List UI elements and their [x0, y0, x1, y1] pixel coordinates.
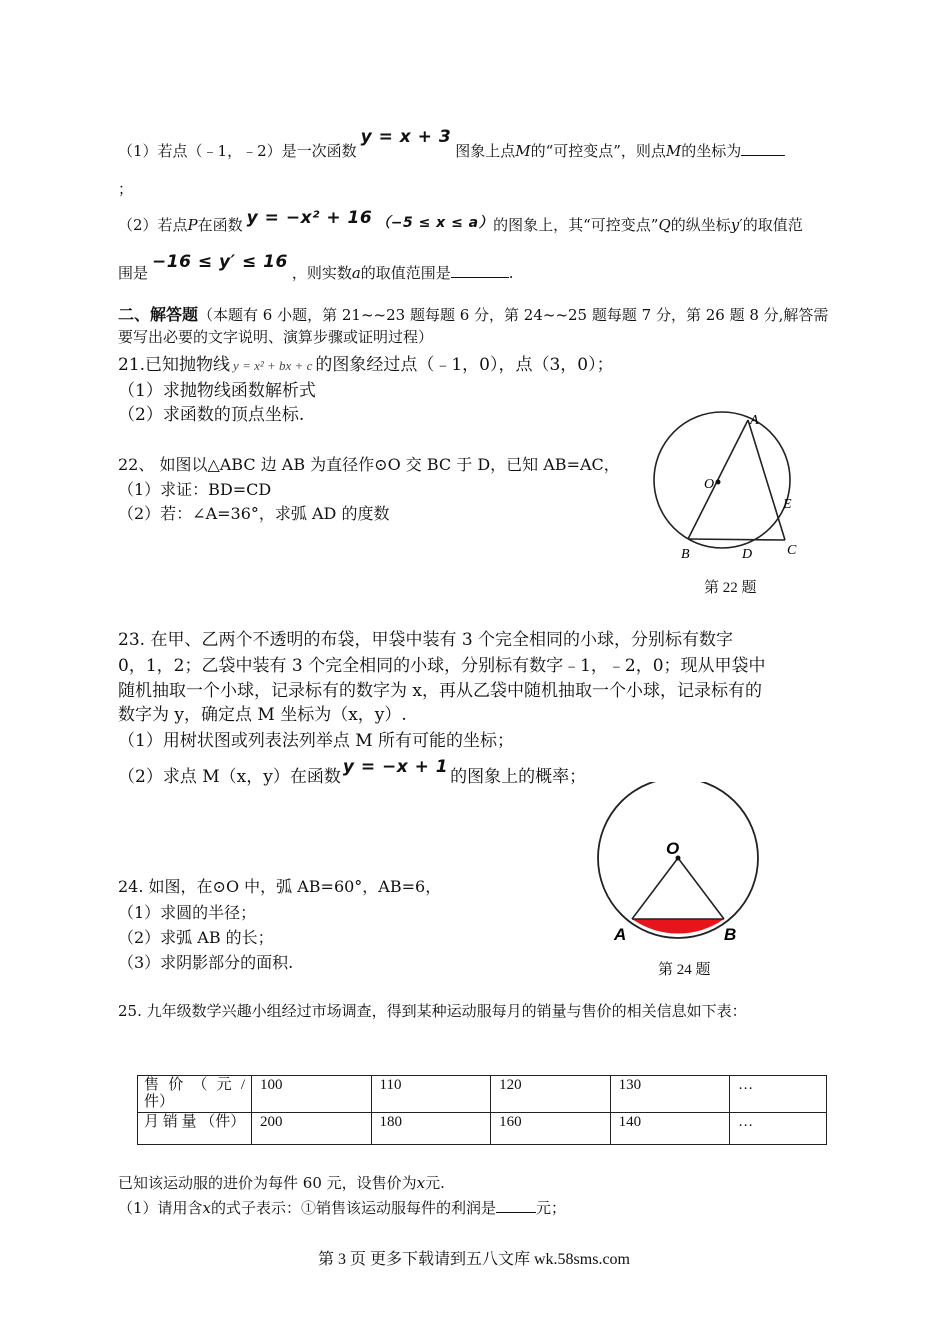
q20-var-m: M	[515, 142, 531, 160]
table-cell: 110	[371, 1076, 491, 1113]
table-header-sales: 月 销 量 （件）	[138, 1113, 252, 1145]
q24-part1: （1）求圆的半径；	[118, 903, 257, 922]
q20-func1: y = x + 3	[360, 127, 452, 147]
q25-part1	[118, 1197, 566, 1218]
q23-line2: 0，1，2；乙袋中装有 3 个完全相同的小球，分别标有数字﹣1，﹣2，0；现从甲袋中	[118, 656, 766, 676]
q20-part1-mid: 图象上点	[455, 142, 516, 160]
q22-side-bc	[688, 539, 785, 540]
q20-part1	[118, 127, 785, 161]
q24-stem: 24. 如图，在⊙O 中，弧 AB=60°，AB=6，	[118, 877, 442, 896]
q20-part2-line2	[118, 252, 514, 283]
q23-part1: （1）用树状图或列表法列举点 M 所有可能的坐标；	[118, 731, 515, 751]
q22-circle	[654, 412, 790, 548]
q21-stem-prefix: 21.已知抛物线	[118, 355, 231, 375]
answer-blank-2[interactable]	[451, 262, 509, 278]
q24-part2: （2）求弧 AB 的长；	[118, 928, 274, 947]
q24-label-o: O	[666, 839, 680, 858]
q23-part2	[118, 757, 587, 787]
q20-part2-end2: 的取值范	[742, 216, 803, 234]
q20-line2-prefix: 围是	[118, 264, 149, 282]
table-header-price: 售 价 （ 元 / 件）	[138, 1076, 252, 1113]
q20-var-yprime: y′	[730, 216, 743, 234]
table-row	[138, 1076, 827, 1113]
q22-caption: 第 22 题	[704, 580, 757, 596]
q25-part1-end: 元；	[536, 1199, 567, 1217]
section2-title: 二、解答题	[118, 305, 199, 324]
q22-label-a: A	[750, 413, 759, 428]
table-cell: 120	[491, 1076, 611, 1113]
q20-line2-mid: ，则实数	[291, 264, 352, 282]
q20-part2	[118, 208, 803, 235]
q24-part3: （3）求阴影部分的面积.	[118, 953, 294, 972]
table-cell: …	[730, 1113, 827, 1145]
q20-line2-end: 的取值范围是	[360, 264, 451, 282]
q20-func2: y = −x² + 16	[246, 208, 373, 228]
q23-line3: 随机抽取一个小球，记录标有的数字为 x，再从乙袋中随机抽取一个小球，记录标有的	[118, 681, 762, 701]
q22-label-o: O	[704, 477, 715, 492]
q21-stem-suffix: 的图象经过点（﹣1，0），点（3，0）；	[315, 355, 614, 375]
q20-semicolon: ；	[118, 180, 134, 198]
q22-label-e: E	[783, 497, 792, 512]
q23-line1: 23. 在甲、乙两个不透明的布袋，甲袋中装有 3 个完全相同的小球，分别标有数字	[118, 630, 734, 650]
q22-stem: 22、 如图以△ABC 边 AB 为直径作⊙O 交 BC 于 D，已知 AB=AC，	[118, 455, 620, 474]
q25-price-table	[137, 1075, 827, 1145]
q23-part2-prefix: （2）求点 M（x，y）在函数	[118, 767, 341, 787]
q20-range: −16 ≤ y′ ≤ 16	[152, 252, 288, 272]
answer-blank-1[interactable]	[741, 140, 785, 156]
table-cell: 180	[371, 1113, 491, 1145]
q25-part1-mid: 的式子表示：①销售该运动服每件的利润是	[211, 1199, 497, 1217]
q25-after-prefix: 已知该运动服的进价为每件 60 元，设售价为	[118, 1174, 417, 1192]
q20-part2-mid: 在函数	[197, 216, 243, 234]
section2-note-1: （本题有 6 小题，第 21~~23 题每题 6 分，第 24~~25 题每题 7 分，第 26 题 8 分,解答需	[198, 306, 829, 324]
answer-blank-3[interactable]	[496, 1197, 536, 1213]
q20-domain: （−5 ≤ x ≤ a）	[376, 215, 494, 231]
q24-figure	[595, 782, 775, 952]
q24-radius-ob	[678, 858, 724, 919]
q20-part2-prefix: （2）若点	[118, 216, 188, 234]
q20-var-a: a	[351, 264, 361, 282]
table-cell: 200	[252, 1113, 372, 1145]
q20-var-q: Q	[658, 216, 671, 234]
table-cell: 140	[610, 1113, 730, 1145]
q22-center-dot	[716, 480, 721, 485]
q25-after	[118, 1172, 445, 1193]
q22-part1: （1）求证：BD=CD	[118, 480, 272, 499]
q24-caption: 第 24 题	[658, 962, 711, 978]
table-cell: 100	[252, 1076, 372, 1113]
q20-part2-suffix: 的图象上，其“可控变点”	[493, 216, 659, 234]
q20-var-m2: M	[665, 142, 682, 160]
q25-part1-prefix: （1）请用含	[118, 1199, 203, 1217]
q20-var-p: P	[187, 216, 198, 234]
q24-radius-oa	[632, 858, 678, 919]
q22-label-c: C	[787, 543, 797, 558]
q21-part2: （2）求函数的顶点坐标.	[118, 405, 305, 425]
table-row	[138, 1113, 827, 1145]
q20-part1-end: 的坐标为	[681, 142, 742, 160]
table-cell: …	[730, 1076, 827, 1113]
q20-part2-end: 的纵坐标	[670, 216, 731, 234]
q22-figure	[650, 410, 820, 570]
q22-side-ac	[748, 420, 785, 540]
q22-label-b: B	[681, 547, 690, 562]
q23-part2-suffix: 的图象上的概率；	[450, 767, 587, 787]
q20-period: .	[508, 264, 514, 282]
section2-heading	[118, 302, 828, 325]
q21-func: y = x² + bx + c	[233, 358, 313, 373]
q23-func: y = −x + 1	[342, 757, 449, 777]
q21-stem	[118, 350, 614, 375]
q24-label-b: B	[724, 925, 737, 944]
q21-part1: （1）求抛物线函数解析式	[118, 381, 316, 401]
q22-label-d: D	[742, 547, 753, 562]
q25-after-suffix: 元.	[425, 1174, 445, 1192]
q20-part1-suffix: 的“可控变点”，则点	[530, 142, 666, 160]
table-cell: 160	[491, 1113, 611, 1145]
q25-stem: 25. 九年级数学兴趣小组经过市场调查，得到某种运动服每月的销量与售价的相关信息如下表：	[118, 1002, 747, 1020]
section2-note-2: 要写出必要的文字说明、演算步骤或证明过程）	[118, 328, 434, 346]
q25-var-x2: x	[202, 1199, 212, 1217]
q25-var-x: x	[416, 1174, 426, 1192]
table-cell: 130	[610, 1076, 730, 1113]
q20-part1-prefix: （1）若点（﹣1，﹣2）是一次函数	[118, 142, 357, 160]
q22-part2: （2）若：∠A=36°，求弧 AD 的度数	[118, 504, 390, 523]
q24-label-a: A	[614, 925, 627, 944]
q23-line4: 数字为 y，确定点 M 坐标为（x，y）.	[118, 705, 407, 725]
page-footer: 第 3 页 更多下载请到五八文库 wk.58sms.com	[318, 1251, 631, 1268]
